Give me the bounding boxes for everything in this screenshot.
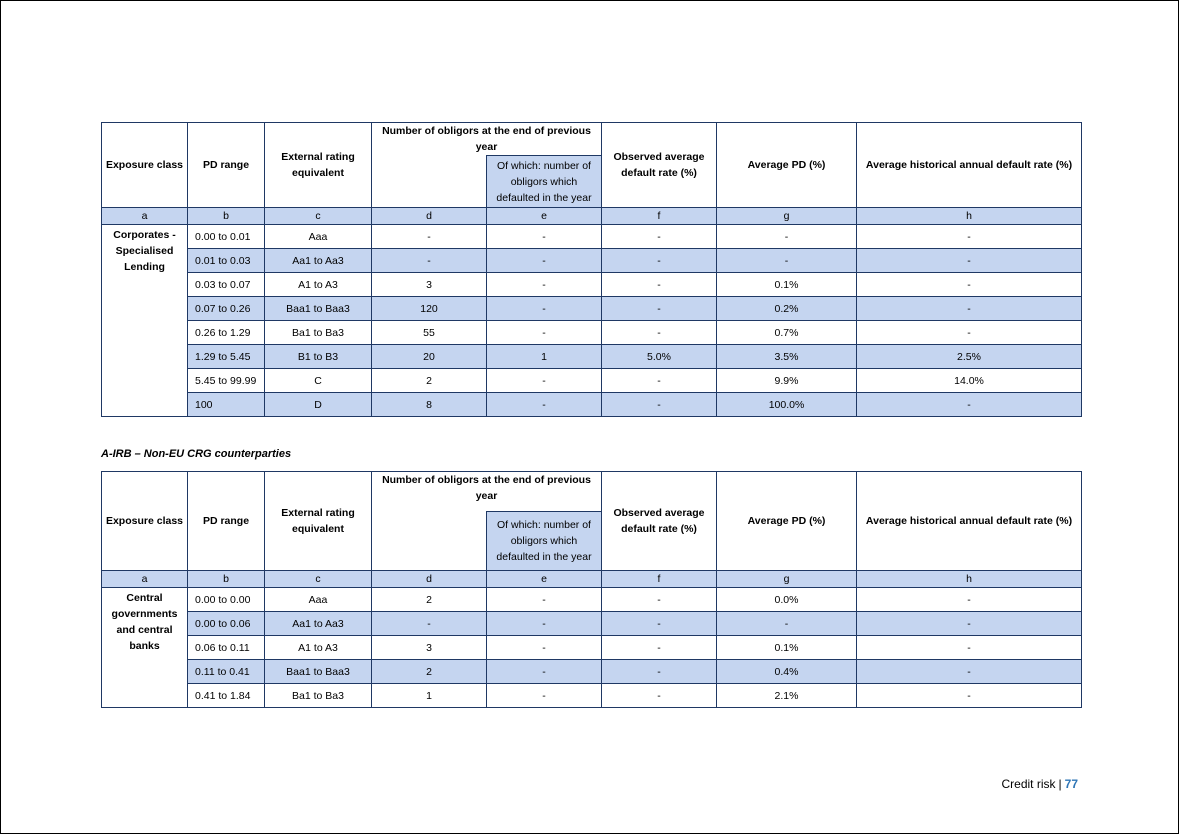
table-row (102, 684, 1082, 708)
table-cell: - (602, 273, 717, 297)
table-cell: - (857, 636, 1082, 660)
table-row (102, 273, 1082, 297)
table-header (102, 472, 1082, 571)
table-cell: 0.41 to 1.84 (188, 684, 265, 708)
table-cell: - (487, 684, 602, 708)
table-cell: Baa1 to Baa3 (265, 297, 372, 321)
table-row (102, 249, 1082, 273)
table-cell: 0.01 to 0.03 (188, 249, 265, 273)
column-letter-cell: f (602, 208, 717, 225)
table-cell: - (372, 612, 487, 636)
section-title: A-IRB – Non-EU CRG counterparties (101, 448, 292, 460)
table-cell: 0.2% (717, 297, 857, 321)
table-cell: - (487, 660, 602, 684)
table-cell: 14.0% (857, 369, 1082, 393)
table-cell: 2.5% (857, 345, 1082, 369)
table-row (102, 297, 1082, 321)
footer-separator: | (1058, 777, 1062, 791)
column-letter-cell: h (857, 208, 1082, 225)
table-cell: 9.9% (717, 369, 857, 393)
table-cell: - (487, 369, 602, 393)
header-average-pd: Average PD (%) (717, 472, 857, 571)
header-spacer (372, 156, 487, 208)
table-body (102, 208, 1082, 417)
table-cell: 120 (372, 297, 487, 321)
column-letter-cell: h (857, 571, 1082, 588)
table-cell: 5.0% (602, 345, 717, 369)
column-letter-cell: c (265, 571, 372, 588)
table-cell: - (602, 369, 717, 393)
table-cell: - (602, 393, 717, 417)
table-cell: - (487, 321, 602, 345)
column-letter-cell: e (487, 571, 602, 588)
default-rate-table-central-governments (101, 471, 1082, 708)
column-letter-row (102, 571, 1082, 588)
table-cell: 2 (372, 588, 487, 612)
header-of-which-defaulted: Of which: number of obligors which defaulted in the year (487, 512, 602, 571)
table-cell: - (487, 636, 602, 660)
default-rate-table-corporates (101, 122, 1082, 417)
table-cell: 3.5% (717, 345, 857, 369)
table-row (102, 393, 1082, 417)
table-cell: - (602, 588, 717, 612)
table-cell: C (265, 369, 372, 393)
table-cell: - (857, 612, 1082, 636)
table-cell: 0.26 to 1.29 (188, 321, 265, 345)
table-cell: 0.03 to 0.07 (188, 273, 265, 297)
table-cell: 0.1% (717, 273, 857, 297)
table-cell: - (372, 225, 487, 249)
table-cell: - (602, 612, 717, 636)
column-letter-row (102, 208, 1082, 225)
table-row (102, 660, 1082, 684)
table-cell: - (602, 660, 717, 684)
table-cell: - (717, 612, 857, 636)
table-cell: 1.29 to 5.45 (188, 345, 265, 369)
table-cell: Ba1 to Ba3 (265, 684, 372, 708)
table-cell: Aaa (265, 588, 372, 612)
header-number-of-obligors: Number of obligors at the end of previous year (372, 472, 602, 512)
column-letter-cell: b (188, 208, 265, 225)
table-cell: - (487, 225, 602, 249)
header-observed-default-rate: Observed average default rate (%) (602, 123, 717, 208)
table-cell: - (487, 249, 602, 273)
table-cell: 0.4% (717, 660, 857, 684)
table-cell: D (265, 393, 372, 417)
table-cell: - (487, 393, 602, 417)
header-spacer (372, 512, 487, 571)
table-cell: - (372, 249, 487, 273)
column-letter-cell: a (102, 208, 188, 225)
column-letter-cell: e (487, 208, 602, 225)
table-cell: - (487, 612, 602, 636)
table-cell: 0.1% (717, 636, 857, 660)
exposure-class-cell: Central governments and central banks (102, 588, 188, 708)
table-cell: - (717, 225, 857, 249)
table-cell: - (857, 393, 1082, 417)
table-cell: - (602, 297, 717, 321)
table-cell: 20 (372, 345, 487, 369)
table-row (102, 225, 1082, 249)
table-cell: 55 (372, 321, 487, 345)
table-cell: - (602, 636, 717, 660)
header-external-rating: External rating equivalent (265, 472, 372, 571)
table-body (102, 571, 1082, 708)
table-cell: - (602, 249, 717, 273)
table-cell: - (857, 297, 1082, 321)
table-cell: - (857, 660, 1082, 684)
column-letter-cell: b (188, 571, 265, 588)
table-cell: 1 (487, 345, 602, 369)
table-cell: 0.00 to 0.00 (188, 588, 265, 612)
table-cell: Aa1 to Aa3 (265, 612, 372, 636)
table-cell: 0.06 to 0.11 (188, 636, 265, 660)
table-cell: - (717, 249, 857, 273)
table-cell: A1 to A3 (265, 273, 372, 297)
table-cell: Ba1 to Ba3 (265, 321, 372, 345)
table-row (102, 321, 1082, 345)
table-cell: 100 (188, 393, 265, 417)
column-letter-cell: c (265, 208, 372, 225)
table-cell: 0.0% (717, 588, 857, 612)
column-letter-cell: d (372, 208, 487, 225)
table-row (102, 588, 1082, 612)
table-header (102, 123, 1082, 208)
table-cell: - (487, 273, 602, 297)
table-cell: 0.00 to 0.06 (188, 612, 265, 636)
exposure-class-cell: Corporates - Specialised Lending (102, 225, 188, 417)
table-cell: 0.7% (717, 321, 857, 345)
table-cell: 5.45 to 99.99 (188, 369, 265, 393)
table-cell: 1 (372, 684, 487, 708)
table-cell: 3 (372, 636, 487, 660)
table-cell: A1 to A3 (265, 636, 372, 660)
header-avg-hist-default-rate: Average historical annual default rate (%) (857, 123, 1082, 208)
table-row (102, 636, 1082, 660)
table-cell: - (487, 588, 602, 612)
table-cell: 2 (372, 369, 487, 393)
table-cell: - (857, 321, 1082, 345)
header-number-of-obligors: Number of obligors at the end of previous year (372, 123, 602, 156)
table-cell: - (602, 684, 717, 708)
header-exposure-class: Exposure class (102, 472, 188, 571)
column-letter-cell: d (372, 571, 487, 588)
header-exposure-class: Exposure class (102, 123, 188, 208)
table-cell: 0.07 to 0.26 (188, 297, 265, 321)
table-cell: - (857, 225, 1082, 249)
table-cell: 2.1% (717, 684, 857, 708)
table-cell: 0.11 to 0.41 (188, 660, 265, 684)
table-cell: 2 (372, 660, 487, 684)
table-cell: 8 (372, 393, 487, 417)
table-row (102, 345, 1082, 369)
table-cell: - (857, 588, 1082, 612)
header-avg-hist-default-rate: Average historical annual default rate (%) (857, 472, 1082, 571)
table-cell: - (602, 225, 717, 249)
header-of-which-defaulted: Of which: number of obligors which defaulted in the year (487, 156, 602, 208)
header-external-rating: External rating equivalent (265, 123, 372, 208)
column-letter-cell: f (602, 571, 717, 588)
table-cell: - (857, 249, 1082, 273)
table-cell: B1 to B3 (265, 345, 372, 369)
footer-section-label: Credit risk (1001, 777, 1056, 791)
column-letter-cell: g (717, 208, 857, 225)
table-cell: Aaa (265, 225, 372, 249)
table-cell: - (857, 684, 1082, 708)
table-cell: - (602, 321, 717, 345)
table-cell: Aa1 to Aa3 (265, 249, 372, 273)
header-observed-default-rate: Observed average default rate (%) (602, 472, 717, 571)
column-letter-cell: g (717, 571, 857, 588)
page-footer (1002, 777, 1079, 791)
header-average-pd: Average PD (%) (717, 123, 857, 208)
column-letter-cell: a (102, 571, 188, 588)
table-row (102, 369, 1082, 393)
header-pd-range: PD range (188, 472, 265, 571)
table-cell: - (487, 297, 602, 321)
table-row (102, 612, 1082, 636)
table-cell: 100.0% (717, 393, 857, 417)
table-cell: 3 (372, 273, 487, 297)
table-cell: - (857, 273, 1082, 297)
page-number: 77 (1064, 777, 1078, 791)
table-cell: 0.00 to 0.01 (188, 225, 265, 249)
header-pd-range: PD range (188, 123, 265, 208)
table-cell: Baa1 to Baa3 (265, 660, 372, 684)
